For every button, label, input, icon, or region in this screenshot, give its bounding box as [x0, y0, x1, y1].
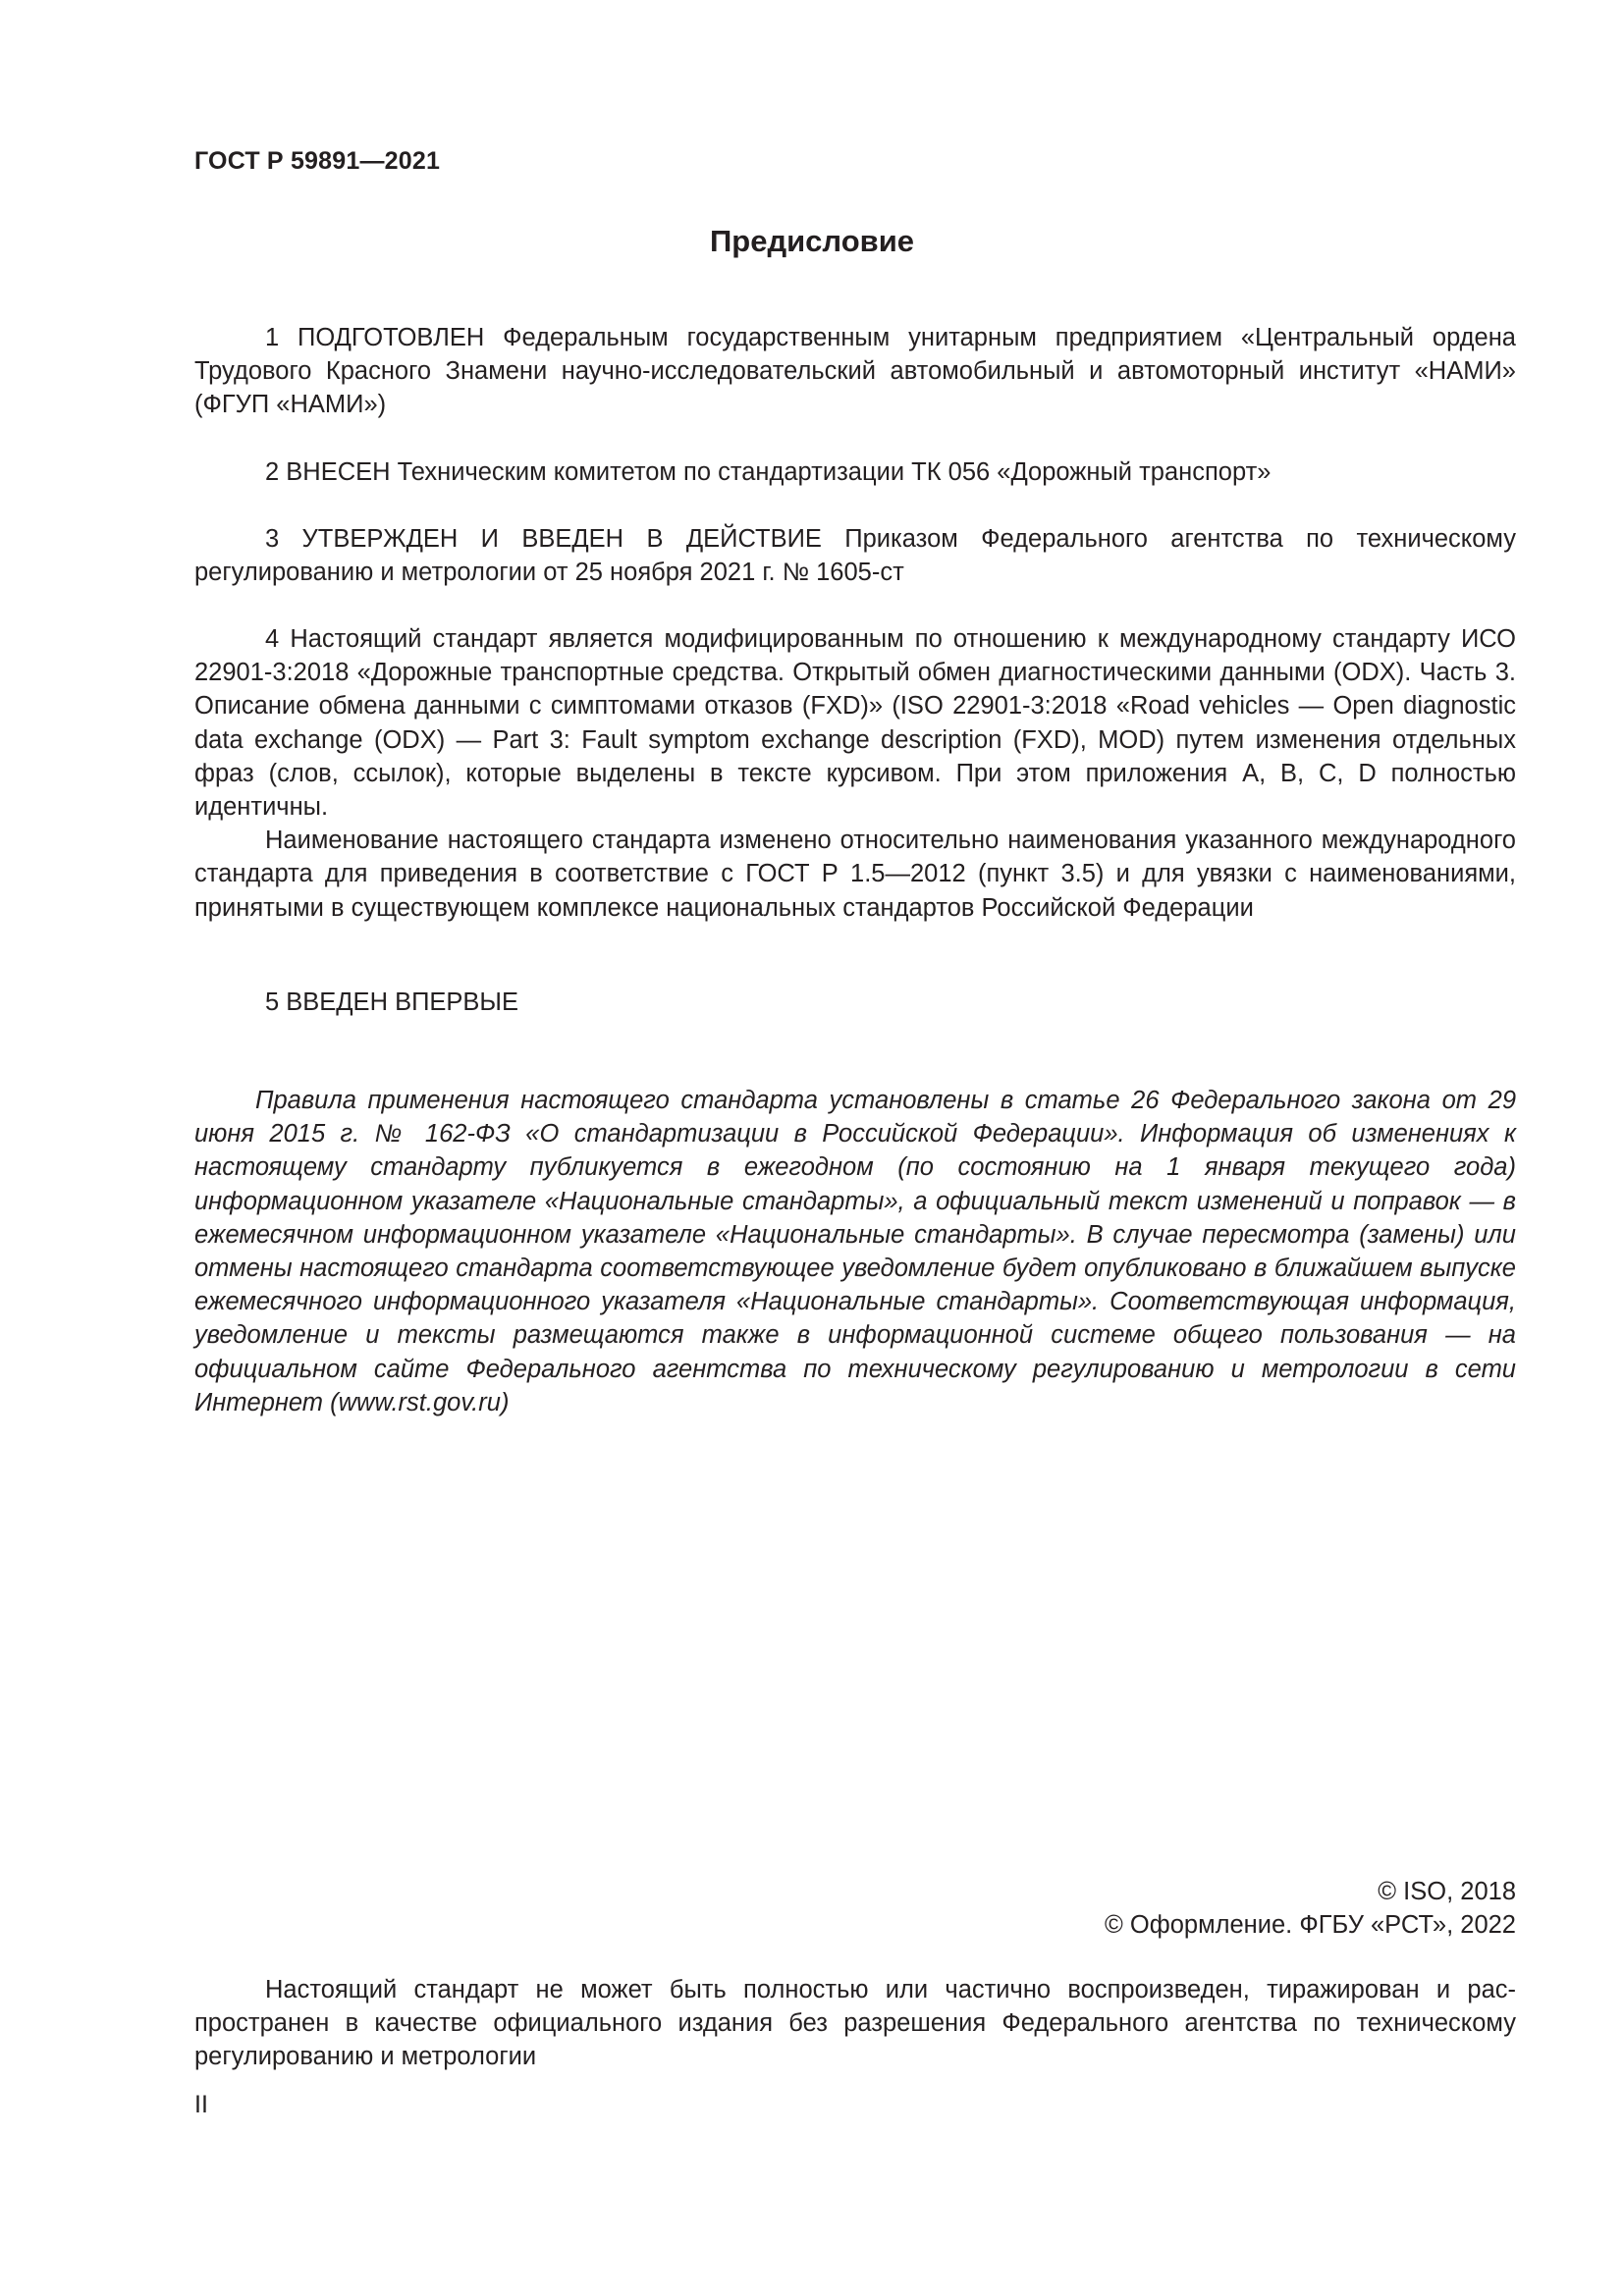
preface-item-4-continuation: Наименование настоящего стандарта изменено относительно наименования указанного международного стандарта для приведения в соответствие с ГОСТ Р 1.5—2012 (пункт 3.5) и для увязки с наименованиями, принятыми в существующем комплексе национальных стандартов Российской Федерации [194, 827, 1516, 922]
preface-item-4-text: 4 Настоящий стандарт является модифицированным по отношению к международному стандарту ИСО 22901-3:2018 «Дорожные транспортные средства. Открытый обмен диагностическими данными (ODX). Часть 3. Описание обмена данными с симптомами отказов (FXD)» (ISO 22901-3:2018 «Road vehicles — Open diagnostic data exchange (ODX) — Part 3: Fault symptom exchange description (FXD), MOD) путем изменения отдельных фраз (слов, ссылок), которые выделены в тексте курсивом. При этом приложения A, B, C, D полностью идентичны. [194, 625, 1516, 822]
preface-item-2 [194, 455, 1516, 489]
preface-item-1-text: 1 ПОДГОТОВЛЕН Федеральным государственным унитарным предприятием «Центральный ордена Трудового Красного Знамени научно-исследовательский автомобильный и автомоторный институт «НАМИ» (ФГУП «НАМИ») [194, 324, 1516, 419]
preface-item-3 [194, 522, 1516, 589]
reproduction-notice [194, 1973, 1516, 2074]
preface-item-2-text: 2 ВНЕСЕН Техническим комитетом по стандартизации ТК 056 «Дорожный транспорт» [265, 458, 1272, 486]
rules-notice-text: Правила применения настоящего стандарта установлены в статье 26 Федерального закона от 29 июня 2015 г. № 162-ФЗ «О стандартизации в Российской Федерации». Информация об изменениях к настоящему стандарту публикуется в ежегодном (по состоянию на 1 января текущего года) информационном указателе «Национальные стандарты», а официальный текст изменений и поправок — в ежемесячном информационном указателе «Национальные стандарты». В случае пересмотра (замены) или отмены настоящего стандарта соответствующее уведомление будет опубликовано в ближайшем выпуске ежемесячного информационного указателя «Национальные стандарты». Соответствующая информация, уведомление и тексты размещаются также в информационной системе общего пользования — на официальном сайте Федерального агентства по техническому регулированию и метрологии в сети Интернет (www.rst.gov.ru) [194, 1087, 1516, 1416]
copyright-design: © Оформление. ФГБУ «РСТ», 2022 [1105, 1911, 1516, 1939]
document-designation: ГОСТ Р 59891—2021 [194, 147, 441, 175]
page-title: Предисловие [709, 224, 914, 258]
preface-item-3-text: 3 УТВЕРЖДЕН И ВВЕДЕН В ДЕЙСТВИЕ Приказом Федерального агентства по техническому регулированию и метрологии от 25 ноября 2021 г. № 1605-ст [194, 525, 1516, 587]
page-number: II [194, 2091, 208, 2118]
reproduction-notice-text: Настоящий стандарт не может быть полностью или частично воспроизведен, тиражирован и распространен в качестве официального издания без разрешения Федерального агентства по техническому регулированию и метрологии [194, 1976, 1516, 2071]
preface-item-5 [194, 986, 1516, 1019]
preface-item-1 [194, 321, 1516, 422]
rules-notice [194, 1084, 1516, 1419]
preface-item-5-text: 5 ВВЕДЕН ВПЕРВЫЕ [265, 988, 519, 1016]
copyright-block [1105, 1875, 1516, 1942]
preface-item-4 [194, 622, 1516, 925]
copyright-iso: © ISO, 2018 [1378, 1878, 1516, 1905]
